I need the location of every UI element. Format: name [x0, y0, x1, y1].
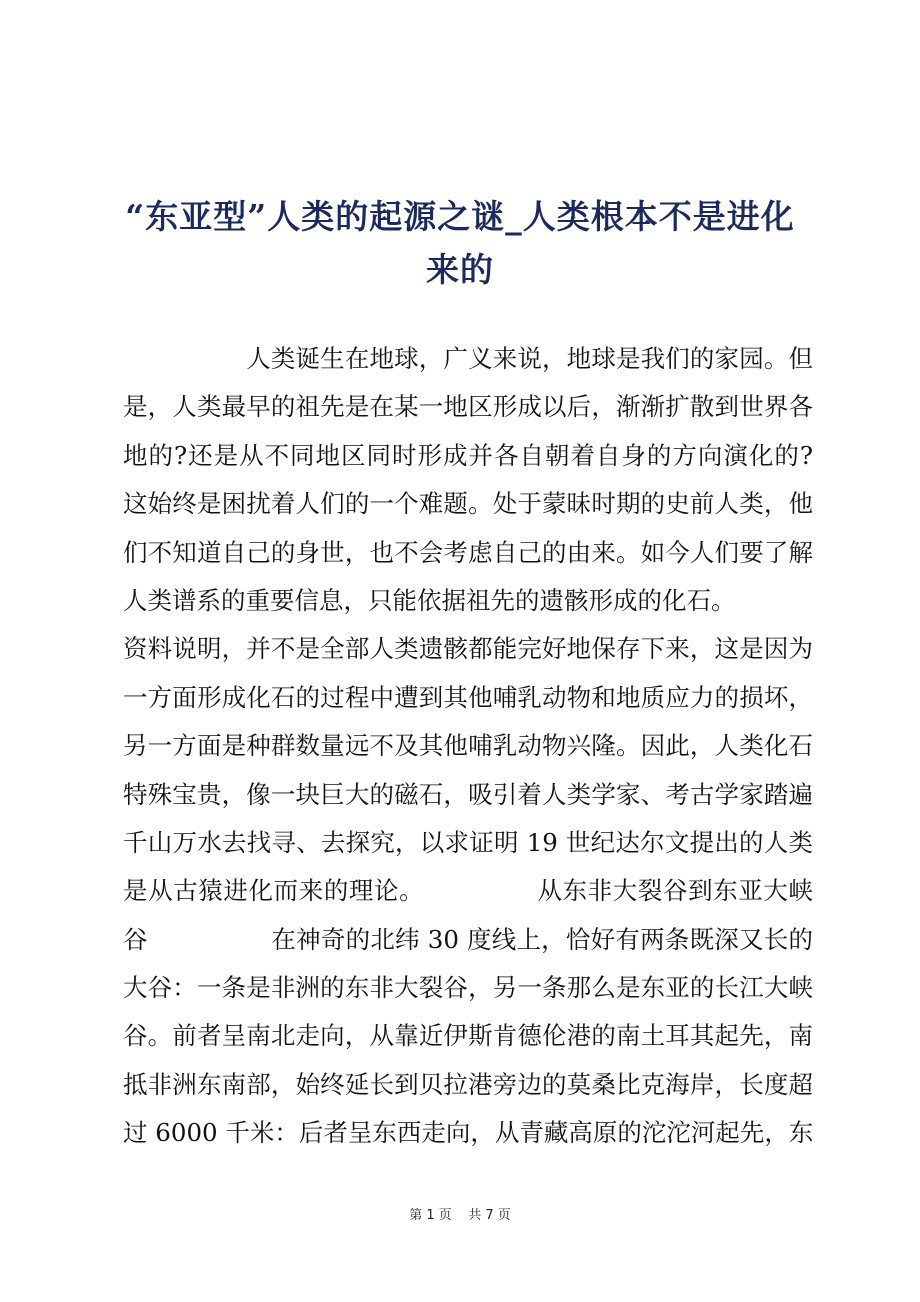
title-line-1: “东亚型”人类的起源之谜_人类根本不是进化 [125, 197, 795, 236]
body-line: 是从古猿进化而来的理论。 从东非大裂谷到东亚大峡 [123, 876, 813, 906]
body-line: 地的?还是从不同地区同时形成并各自朝着自身的方向演化的? [123, 440, 813, 470]
footer-gap [452, 1208, 469, 1223]
page-footer [0, 1204, 920, 1223]
body-line: 谷 在神奇的北纬 30 度线上，恰好有两条既深又长的 [123, 924, 813, 954]
body-line: 过 6000 千米：后者呈东西走向，从青藏高原的沱沱河起先，东 [123, 1118, 814, 1148]
total-pages: 共 7 页 [468, 1208, 511, 1223]
body-line: 们不知道自己的身世，也不会考虑自己的由来。如今人们要了解 [123, 537, 813, 567]
body-line: 特殊宝贵，像一块巨大的磁石，吸引着人类学家、考古学家踏遍 [123, 779, 813, 809]
body-line: 资料说明，并不是全部人类遗骸都能完好地保存下来，这是因为 [123, 634, 813, 664]
body-line: 谷。前者呈南北走向，从靠近伊斯肯德伦港的南土耳其起先，南 [123, 1021, 813, 1051]
document-body [123, 335, 813, 1158]
body-line: 人类诞生在地球，广义来说，地球是我们的家园。但 [123, 344, 813, 373]
body-line: 这始终是困扰着人们的一个难题。处于蒙昧时期的史前人类，他 [123, 489, 813, 519]
body-line: 人类谱系的重要信息，只能依据祖先的遗骸形成的化石。 [123, 585, 736, 615]
body-line: 是，人类最早的祖先是在某一地区形成以后，渐渐扩散到世界各 [123, 392, 813, 422]
body-line: 一方面形成化石的过程中遭到其他哺乳动物和地质应力的损坏， [123, 682, 813, 712]
body-line: 抵非洲东南部，始终延长到贝拉港旁边的莫桑比克海岸，长度超 [123, 1069, 813, 1099]
title-line-2: 来的 [426, 250, 494, 289]
body-line: 大谷：一条是非洲的东非大裂谷，另一条那么是东亚的长江大峡 [123, 973, 813, 1003]
body-line: 千山万水去找寻、去探究，以求证明 19 世纪达尔文提出的人类 [123, 827, 813, 857]
body-line: 另一方面是种群数量远不及其他哺乳动物兴隆。因此，人类化石 [123, 731, 813, 761]
document-title [120, 190, 800, 296]
page-number: 第 1 页 [409, 1208, 452, 1223]
